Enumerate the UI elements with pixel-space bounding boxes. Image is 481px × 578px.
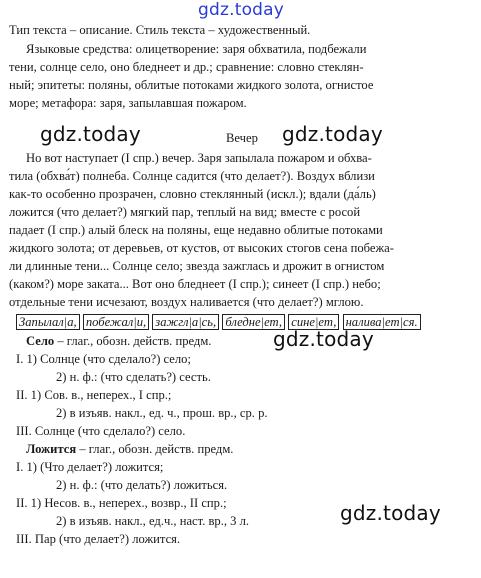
paragraph-line-1: Но вот наступает (I спр.) вечер. Заря запылала пожаром и обхва- — [26, 151, 372, 165]
paragraph-line-8: (каком?) море заката... Вот оно бледнеет (I спр.); синеет (I спр.) небо; — [9, 277, 381, 291]
morph-word: сине|ет, — [288, 314, 339, 330]
watermark-middle: gdz.today — [273, 327, 374, 351]
selo-line-2: 2) н. ф.: (что сделать?) сесть. — [56, 370, 211, 384]
paragraph-line-9: отдельные тени исчезают, воздух наливается (что делает?) мглою. — [9, 295, 364, 309]
paragraph-line-3: как-то особенно прозрачен, словно стеклянный (искл.); вдали (да́ль) — [9, 187, 376, 201]
language-means-line-4: море; метафора: заря, запылавшая пожаром. — [9, 96, 247, 110]
language-means-line-1: Языковые средства: олицетворение: заря обхватила, подбежали — [26, 42, 367, 56]
selo-line-4: 2) в изъяв. накл., ед. ч., прош. вр., ср. р. — [56, 406, 268, 420]
paragraph-line-6: жидкого золота; от деревьев, от кустов, от высоких стогов сена побежа- — [9, 241, 394, 255]
text-heading: Вечер — [226, 131, 258, 145]
watermark-top: gdz.today — [198, 0, 285, 20]
watermark-center: gdz.today — [282, 122, 383, 146]
lozhitsya-line-5: III. Пар (что делает?) ложится. — [16, 532, 181, 546]
morph-word: зажгл|а|сь, — [152, 314, 219, 330]
lozhitsya-line-4: 2) в изъяв. накл., ед.ч., наст. вр., 3 л. — [56, 514, 250, 528]
morph-word: Запылал|а, — [16, 314, 80, 330]
morph-word: побежал|и, — [83, 314, 149, 330]
selo-heading: Село – глаг., обозн. действ. предм. — [26, 334, 212, 348]
morph-word: бледне|ет, — [222, 314, 285, 330]
paragraph-line-2: тила (обхва́т) полнеба. Солнце садится (что делает?). Воздух вблизи — [9, 169, 375, 183]
watermark-bottom: gdz.today — [340, 501, 441, 525]
lozhitsya-line-2: 2) н. ф.: (что делать?) ложиться. — [56, 478, 228, 492]
language-means-line-3: ный; эпитеты: поляны, облитые потоками жидкого золота, огнистое — [9, 78, 374, 92]
paragraph-line-4: ложится (что делает?) мягкий пар, теплый на вид; вместе с росой — [9, 205, 361, 219]
paragraph-line-7: ли длинные тени... Солнце село; звезда зажглась и дрожит в огнистом — [9, 259, 385, 273]
language-means-line-2: тени, солнце село, оно бледнеет и др.; сравнение: словно стеклян- — [9, 60, 364, 74]
selo-line-1: I. 1) Солнце (что сделало?) село; — [16, 352, 191, 366]
selo-line-3: II. 1) Сов. в., неперех., I спр.; — [16, 388, 172, 402]
morph-word: налива|ет|ся. — [343, 314, 421, 330]
selo-line-5: III. Солнце (что сделало?) село. — [16, 424, 186, 438]
lozhitsya-line-1: I. 1) (Что делает?) ложится; — [16, 460, 164, 474]
paragraph-line-5: падает (I спр.) алый блеск на поляны, еще недавно облитые потоками — [9, 223, 383, 237]
watermark-left: gdz.today — [40, 122, 141, 146]
text-type-line: Тип текста – описание. Стиль текста – художественный. — [9, 23, 311, 37]
lozhitsya-heading: Ложится – глаг., обозн. действ. предм. — [26, 442, 234, 456]
lozhitsya-line-3: II. 1) Несов. в., неперех., возвр., II спр.; — [16, 496, 227, 510]
